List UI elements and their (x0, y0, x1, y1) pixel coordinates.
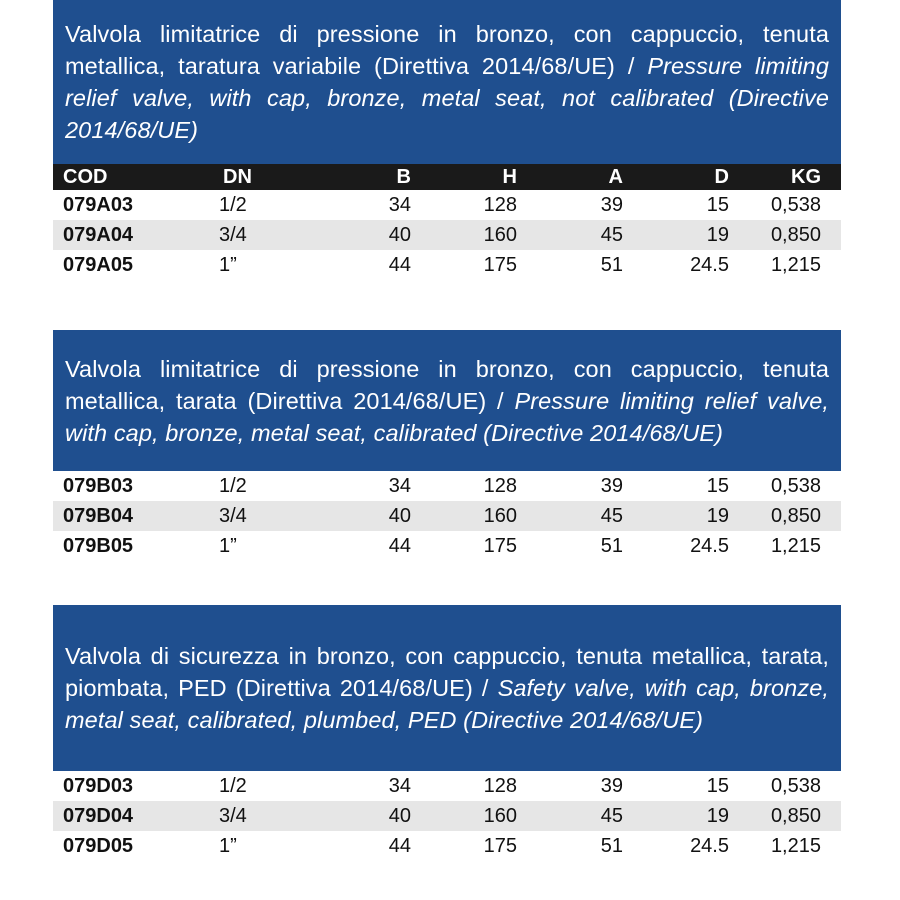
cell-cod: 079A03 (63, 193, 134, 216)
table-row (53, 220, 841, 250)
section-1-title (65, 18, 829, 146)
section-3 (53, 605, 841, 861)
cell-kg: 0,850 (770, 504, 821, 527)
title-separator: / (486, 387, 515, 414)
header-dn: DN (223, 165, 252, 188)
cell-b: 44 (388, 834, 411, 857)
cell-a: 39 (600, 193, 623, 216)
cell-a: 45 (600, 804, 623, 827)
section-3-title (65, 640, 829, 736)
cell-d: 15 (706, 774, 729, 797)
cell-d: 24.5 (690, 253, 729, 276)
section-3-title-it: Valvola di sicurezza in bronzo, con cappuccio, tenuta metallica, tarata, piombata, PED (Direttiva 2014/68/UE) (65, 643, 829, 701)
cell-b: 44 (388, 534, 411, 557)
table-row (53, 831, 841, 861)
cell-b: 40 (388, 223, 411, 246)
cell-dn: 3/4 (219, 804, 247, 827)
section-3-title-banner (53, 605, 841, 771)
cell-d: 15 (706, 193, 729, 216)
cell-dn: 1/2 (219, 774, 247, 797)
cell-dn: 1/2 (219, 193, 247, 216)
header-a: A (608, 165, 623, 188)
section-2-title-banner (53, 330, 841, 471)
cell-kg: 0,850 (770, 804, 821, 827)
table-row (53, 250, 841, 280)
cell-cod: 079A04 (63, 223, 134, 246)
cell-b: 40 (388, 804, 411, 827)
section-3-title-en: Safety valve, with cap, bronze, metal seat, calibrated, plumbed, PED (Directive 2014/68/UE) (65, 675, 830, 733)
cell-a: 39 (600, 774, 623, 797)
cell-kg: 0,850 (770, 223, 821, 246)
table-header (53, 164, 841, 190)
cell-a: 51 (600, 253, 623, 276)
cell-kg: 1,215 (770, 534, 821, 557)
cell-kg: 0,538 (770, 474, 821, 497)
section-1-title-en: Pressure limiting relief valve, with cap, bronze, metal seat, not calibrated (Directive 2014/68/UE) (65, 53, 829, 143)
cell-kg: 0,538 (770, 774, 821, 797)
cell-a: 51 (600, 534, 623, 557)
cell-kg: 1,215 (770, 253, 821, 276)
cell-a: 45 (600, 223, 623, 246)
cell-cod: 079D04 (63, 804, 134, 827)
cell-cod: 079A05 (63, 253, 134, 276)
header-b: B (396, 165, 411, 188)
table-row (53, 190, 841, 220)
header-kg: KG (791, 165, 821, 188)
cell-dn: 1” (219, 534, 237, 557)
table-row (53, 531, 841, 561)
cell-dn: 1” (219, 253, 237, 276)
cell-b: 34 (388, 774, 411, 797)
cell-h: 175 (483, 834, 517, 857)
cell-d: 19 (706, 804, 729, 827)
cell-b: 44 (388, 253, 411, 276)
cell-dn: 3/4 (219, 223, 247, 246)
cell-cod: 079D05 (63, 834, 134, 857)
cell-a: 45 (600, 504, 623, 527)
section-1-title-it: Valvola limitatrice di pressione in bronzo, con cappuccio, tenuta metallica, taratura variabile (Direttiva 2014/68/UE) (65, 21, 829, 79)
cell-h: 160 (483, 804, 517, 827)
cell-d: 24.5 (690, 834, 729, 857)
cell-h: 175 (483, 253, 517, 276)
section-1 (53, 0, 841, 280)
section-2-title-en: Pressure limiting relief valve, with cap, bronze, metal seat, calibrated (Directive 2014/68/UE) (65, 387, 829, 446)
title-separator: / (614, 53, 648, 79)
cell-h: 128 (483, 474, 517, 497)
cell-b: 40 (388, 504, 411, 527)
cell-dn: 3/4 (219, 504, 247, 527)
table-row (53, 501, 841, 531)
cell-h: 160 (483, 223, 517, 246)
cell-a: 39 (600, 474, 623, 497)
table-row (53, 471, 841, 501)
cell-b: 34 (388, 474, 411, 497)
cell-cod: 079D03 (63, 774, 134, 797)
table-row (53, 801, 841, 831)
cell-cod: 079B05 (63, 534, 134, 557)
section-2 (53, 330, 841, 561)
cell-d: 24.5 (690, 534, 729, 557)
cell-d: 19 (706, 223, 729, 246)
cell-kg: 0,538 (770, 193, 821, 216)
cell-a: 51 (600, 834, 623, 857)
table-row (53, 771, 841, 801)
cell-dn: 1/2 (219, 474, 247, 497)
header-d: D (714, 165, 729, 188)
cell-d: 15 (706, 474, 729, 497)
cell-cod: 079B04 (63, 504, 134, 527)
header-cod: COD (63, 165, 108, 188)
cell-b: 34 (388, 193, 411, 216)
cell-h: 128 (483, 193, 517, 216)
cell-d: 19 (706, 504, 729, 527)
header-h: H (502, 165, 517, 188)
cell-kg: 1,215 (770, 834, 821, 857)
section-2-title-it: Valvola limitatrice di pressione in bronzo, con cappuccio, tenuta metallica, tarata (Direttiva 2014/68/UE) (65, 355, 829, 414)
cell-h: 175 (483, 534, 517, 557)
cell-h: 160 (483, 504, 517, 527)
cell-cod: 079B03 (63, 474, 134, 497)
section-2-title (65, 353, 829, 449)
title-separator: / (472, 675, 498, 701)
section-1-title-banner (53, 0, 841, 164)
cell-h: 128 (483, 774, 517, 797)
cell-dn: 1” (219, 834, 237, 857)
